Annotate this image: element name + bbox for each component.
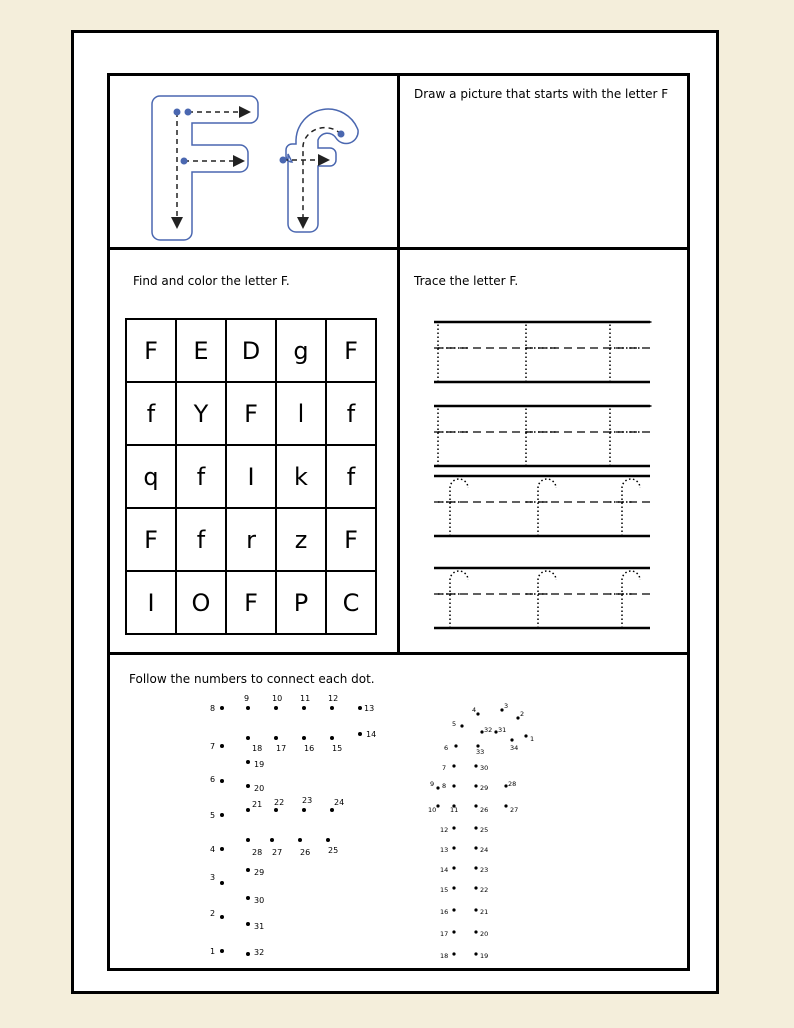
trace-lines[interactable]	[430, 310, 670, 650]
dot-number: 4	[472, 706, 477, 714]
trace-row[interactable]	[434, 568, 650, 628]
table-row	[126, 571, 376, 634]
dot	[454, 744, 457, 747]
dotted-letter-lower	[438, 571, 468, 628]
dot-number: 3	[210, 873, 216, 882]
dot-number: 2	[210, 909, 216, 918]
letter-cell[interactable]: f	[176, 508, 226, 571]
dot	[220, 949, 224, 953]
letter-cell[interactable]: q	[126, 445, 176, 508]
dot-to-dot-lowercase-f[interactable]	[420, 700, 550, 970]
dot	[302, 736, 306, 740]
dot-number: 5	[452, 720, 457, 728]
dot	[358, 732, 362, 736]
dotted-letter-upper	[610, 322, 652, 382]
letter-cell[interactable]: C	[326, 571, 376, 634]
letter-cell[interactable]: k	[276, 445, 326, 508]
dot-number: 12	[328, 694, 339, 703]
dot-number: 25	[328, 846, 339, 855]
letter-cell[interactable]: F	[326, 319, 376, 382]
dot-number: 9	[244, 694, 250, 703]
dot	[474, 804, 477, 807]
dot	[452, 784, 455, 787]
dot	[452, 764, 455, 767]
table-row	[126, 445, 376, 508]
dot-number: 8	[442, 782, 447, 790]
dot	[246, 868, 250, 872]
dot	[452, 908, 455, 911]
dot-number: 12	[440, 826, 449, 834]
dotted-letter-lower	[610, 479, 640, 536]
dot	[220, 847, 224, 851]
dot-number: 11	[450, 806, 459, 814]
letter-cell[interactable]: g	[276, 319, 326, 382]
letter-cell[interactable]: E	[176, 319, 226, 382]
dot-number: 17	[276, 744, 287, 753]
dot-number: 5	[210, 811, 216, 820]
dot	[504, 804, 507, 807]
dot-number: 13	[440, 846, 449, 854]
dot-number: 11	[300, 694, 311, 703]
dot	[474, 826, 477, 829]
dot-number: 28	[252, 848, 263, 857]
uppercase-f-outline	[152, 96, 258, 240]
dotted-letter-lower	[526, 479, 556, 536]
dot-number: 10	[428, 806, 437, 814]
dot-number: 23	[480, 866, 489, 874]
dot	[302, 706, 306, 710]
dot	[246, 838, 250, 842]
dot-number: 18	[440, 952, 449, 960]
dot	[474, 952, 477, 955]
dot	[474, 784, 477, 787]
dot	[220, 706, 224, 710]
letter-cell[interactable]: f	[126, 382, 176, 445]
letter-cell[interactable]: P	[276, 571, 326, 634]
dot	[220, 915, 224, 919]
dot-number: 30	[254, 896, 265, 905]
dot-number: 4	[210, 845, 216, 854]
dot	[246, 736, 250, 740]
dot	[246, 706, 250, 710]
dot-number: 22	[480, 886, 489, 894]
dot-number: 21	[252, 800, 263, 809]
dot	[476, 712, 479, 715]
letter-cell[interactable]: f	[326, 445, 376, 508]
letter-cell[interactable]: F	[326, 508, 376, 571]
letter-cell[interactable]: F	[226, 571, 276, 634]
dot-number: 25	[480, 826, 489, 834]
dot	[270, 838, 274, 842]
dot-number: 23	[302, 796, 313, 805]
dot-number: 31	[254, 922, 265, 931]
dot	[220, 779, 224, 783]
dotted-letter-upper	[438, 322, 480, 382]
dot	[246, 922, 250, 926]
dot	[220, 881, 224, 885]
dot-number: 7	[442, 764, 447, 772]
dot	[246, 896, 250, 900]
dot-number: 16	[440, 908, 449, 916]
dot-number: 24	[334, 798, 345, 807]
letter-cell[interactable]: f	[176, 445, 226, 508]
dot-number: 22	[274, 798, 285, 807]
dot-number: 7	[210, 742, 216, 751]
dot	[436, 786, 439, 789]
dot-number: 21	[480, 908, 489, 916]
dot	[524, 734, 527, 737]
letter-guide-svg	[110, 76, 397, 247]
dotted-letter-lower	[438, 479, 468, 536]
table-row	[126, 508, 376, 571]
dot	[298, 838, 302, 842]
trace-row[interactable]	[434, 406, 652, 466]
dotted-letter-lower	[526, 571, 556, 628]
dot-number: 13	[364, 704, 375, 713]
dot-number: 15	[332, 744, 343, 753]
letter-cell[interactable]: D	[226, 319, 276, 382]
dot	[510, 738, 513, 741]
dot	[452, 826, 455, 829]
dot	[326, 838, 330, 842]
dot	[452, 866, 455, 869]
letter-cell[interactable]: F	[126, 319, 176, 382]
dot-number: 27	[510, 806, 519, 814]
dot-number: 9	[430, 780, 435, 788]
dot-number: 29	[480, 784, 489, 792]
dot	[274, 808, 278, 812]
dot	[474, 930, 477, 933]
dot	[220, 744, 224, 748]
dot-number: 1	[530, 735, 535, 743]
letter-cell[interactable]: Y	[176, 382, 226, 445]
dot-number: 32	[254, 948, 265, 957]
letter-cell[interactable]: I	[226, 445, 276, 508]
letter-cell[interactable]: z	[276, 508, 326, 571]
dot	[246, 784, 250, 788]
trace-row[interactable]	[434, 322, 652, 382]
dot	[330, 706, 334, 710]
letter-guide-cell	[110, 76, 397, 247]
draw-instruction: Draw a picture that starts with the letter F	[414, 87, 669, 101]
dot	[474, 908, 477, 911]
dot-number: 33	[476, 748, 485, 756]
dot-to-dot-uppercase-f[interactable]	[200, 690, 400, 960]
dot	[452, 930, 455, 933]
dot-number: 20	[254, 784, 265, 793]
dot	[246, 952, 250, 956]
dot	[274, 706, 278, 710]
find-instruction: Find and color the letter F.	[133, 274, 290, 288]
dot	[474, 764, 477, 767]
dot-number: 24	[480, 846, 489, 854]
dot-number: 16	[304, 744, 315, 753]
letter-cell[interactable]: r	[226, 508, 276, 571]
divider-row1	[107, 247, 690, 250]
letter-cell[interactable]: I	[126, 571, 176, 634]
dot-number: 8	[210, 704, 216, 713]
dot-number: 15	[440, 886, 449, 894]
dot-number: 31	[498, 726, 507, 734]
divider-row2	[107, 652, 690, 655]
dot-number: 3	[504, 702, 509, 710]
dotted-letter-lower	[610, 571, 640, 628]
dot	[452, 952, 455, 955]
dot-number: 28	[508, 780, 517, 788]
dot-number: 18	[252, 744, 263, 753]
dotted-letter-upper	[526, 406, 568, 466]
dot-number: 6	[444, 744, 449, 752]
dot-number: 20	[480, 930, 489, 938]
dot-number: 32	[484, 726, 493, 734]
dot-number: 19	[480, 952, 489, 960]
dotted-letter-upper	[610, 406, 652, 466]
drawing-area[interactable]	[400, 110, 687, 245]
dot-number: 6	[210, 775, 216, 784]
dot	[452, 846, 455, 849]
letter-cell[interactable]: f	[326, 382, 376, 445]
dot-number: 27	[272, 848, 283, 857]
dot	[358, 706, 362, 710]
dot-number: 17	[440, 930, 449, 938]
dot-number: 14	[440, 866, 449, 874]
dotted-letter-upper	[526, 322, 568, 382]
dot	[220, 813, 224, 817]
dot	[436, 804, 439, 807]
trace-row[interactable]	[434, 476, 650, 536]
dot	[460, 724, 463, 727]
dot-number: 19	[254, 760, 265, 769]
dot-number: 34	[510, 744, 519, 752]
table-row	[126, 382, 376, 445]
letter-grid	[125, 318, 377, 635]
dot-number: 30	[480, 764, 489, 772]
dot-number: 1	[210, 947, 216, 956]
dot	[474, 846, 477, 849]
dot	[330, 736, 334, 740]
dot-number: 26	[480, 806, 489, 814]
letter-cell[interactable]: O	[176, 571, 226, 634]
dot	[246, 760, 250, 764]
trace-instruction: Trace the letter F.	[414, 274, 519, 288]
dot-number: 2	[520, 710, 525, 718]
dotted-letter-upper	[438, 406, 480, 466]
dot	[330, 808, 334, 812]
dot	[302, 808, 306, 812]
dot	[246, 808, 250, 812]
table-row	[126, 319, 376, 382]
dot	[274, 736, 278, 740]
dot	[474, 866, 477, 869]
letter-cell[interactable]: l	[276, 382, 326, 445]
dot	[474, 886, 477, 889]
dots-instruction: Follow the numbers to connect each dot.	[129, 672, 375, 686]
dot-number: 14	[366, 730, 377, 739]
dot	[452, 886, 455, 889]
dot-number: 10	[272, 694, 283, 703]
letter-cell[interactable]: F	[226, 382, 276, 445]
letter-cell[interactable]: F	[126, 508, 176, 571]
dot-number: 26	[300, 848, 311, 857]
dot-number: 29	[254, 868, 265, 877]
